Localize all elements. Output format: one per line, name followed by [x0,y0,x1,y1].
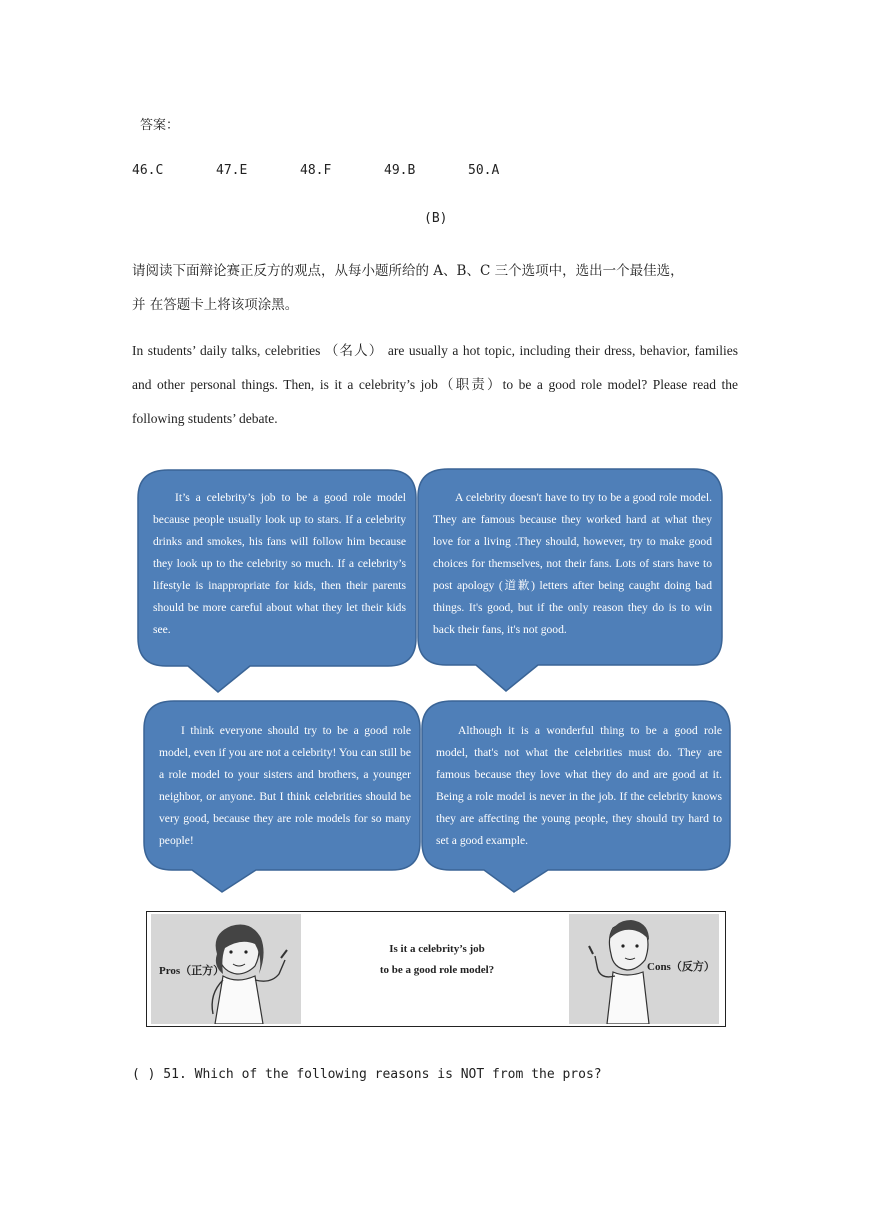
answer-item: 50.A [468,163,500,178]
answer-item: 46.C [132,163,164,178]
bubble-text-pros-1: It’s a celebrity’s job to be a good role model because people usually look up to stars. If a celebrity drinks and smokes, his fans will follow him because they look up to the celebrity so much. If a celebrity’s lifestyle is inappropriate for kids, then their parents should be more careful about what they let their kids see. [153,491,406,636]
cons-label: Cons（反方） [647,961,715,973]
debate-banner [146,911,726,1027]
question-51: ( ) 51. Which of the following reasons is NOT from the pros? [132,1067,602,1082]
answers-heading: 答案： [140,118,180,133]
pros-label: Pros（正方） [159,965,225,977]
bubble-text-cons-2: Although it is a wonderful thing to be a good role model, that's not what the celebrities must do. They are famous because they love what they do and are good at it. Being a role model is never in the job. If the celebrity knows they are affecting the young people, they should try hard to set a good example. [436,724,722,847]
instruction-line-1: 请阅读下面辩论赛正反方的观点，从每小题所给的 A、B、C 三个选项中，选出一个最佳选， [132,263,684,279]
banner-question-line-1: Is it a celebrity’s job [389,943,485,955]
bubble-text-pros-2: I think everyone should try to be a good role model, even if you are not a celebrity! You can still be a role model to your sisters and brothers, a younger neighbor, or anyone. But I think celebrities should be very good, because they are role models for so many people! [159,724,411,847]
bubble-text-cons-1: A celebrity doesn't have to try to be a good role model. They are famous because they worked hard at what they love for a living .They should, however, try to make good choices for themselves, not their fans. Lots of stars have to post apology (道歉) letters after being caught doing bad things. It's good, but if the only reason they do is to win back their fans, it's not good. [433,491,712,636]
instruction-line-2: 并 在答题卡上将该项涂黑。 [132,297,299,313]
answer-item: 49.B [384,163,416,178]
intro-paragraph: In students’ daily talks, celebrities （名人） are usually a hot topic, including their dress, behavior, families and other personal things. Then, is it a celebrity’s job（职责）to be a good role model? Please read the following students’ debate. [132,343,738,426]
banner-question [337,939,537,981]
pros-illustration [151,914,301,1024]
cons-illustration [569,914,719,1024]
banner-question-line-2: to be a good role model? [379,964,495,976]
answer-item: 48.F [300,163,332,178]
answer-item: 47.E [216,163,248,178]
section-label: (B) [424,211,448,226]
